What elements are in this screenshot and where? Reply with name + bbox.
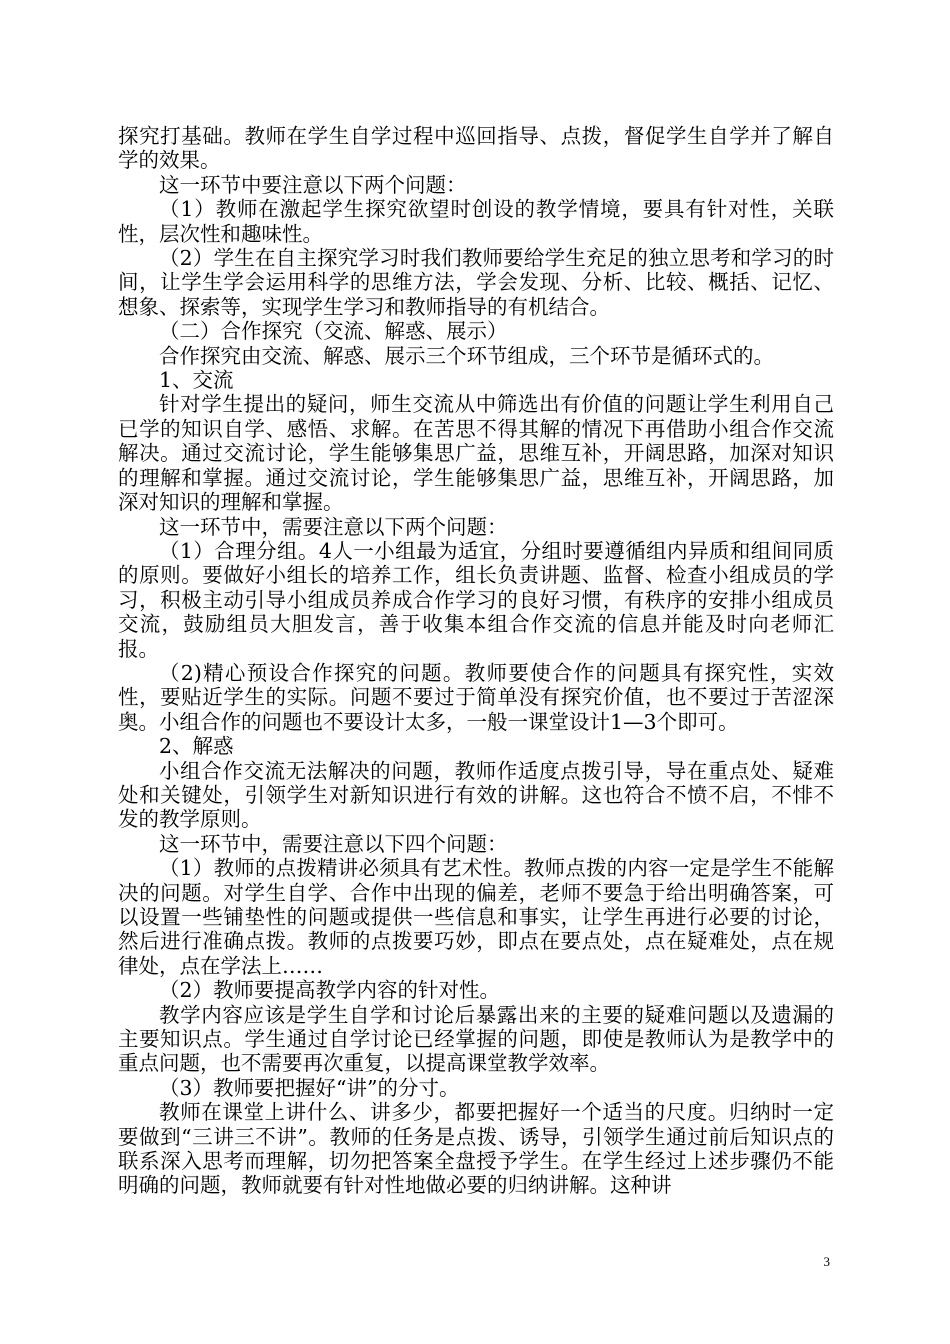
page-number: 3 [823,1254,830,1269]
subheading-exchange: 1、交流 [159,368,234,393]
paragraph-grouping: （1）合理分组。4人一小组最为适宜，分组时要遵循组内异质和组间同质的原则。要做好小组长的培养工作，组长负责讲题、监督、检查小组成员的学习，积极主动引导小组成员养成合作学习的良好习惯，有秩序的安排小组成员交流，鼓励组员大胆发言，善于收集本组合作交流的信息并能及时向老师汇报。 [118,538,834,661]
paragraph-continuation: 探究打基础。教师在学生自学过程中巡回指导、点拨，督促学生自学并了解自学的效果。 [118,124,834,173]
paragraph-point-2: （2）学生在自主探究学习时我们教师要给学生充足的独立思考和学习的时间，让学生学会运用科学的思维方法，学会发现、分析、比较、概括、记忆、想象、探索等，实现学生学习和教师指导的有机结合。 [118,246,834,319]
paragraph-exchange: 针对学生提出的疑问，师生交流从中筛选出有价值的问题让学生利用自己已学的知识自学、感悟、求解。在苦思不得其解的情况下再借助小组合作交流解决。通过交流讨论，学生能够集思广益，思维互补，开阔思路，加深对知识的理解和掌握。通过交流讨论，学生能够集思广益，思维互补，开阔思路，加深对知识的理解和掌握。 [118,392,834,515]
paragraph-exchange-notes: 这一环节中，需要注意以下两个问题： [159,514,508,539]
document-body [118,124,834,1198]
paragraph-guidance-art: （1）教师的点拨精讲必须具有艺术性。教师点拨的内容一定是学生不能解决的问题。对学生自学、合作中出现的偏差，老师不要急于给出明确答案，可以设置一些铺垫性的问题或提供一些信息和事实，让学生再进行必要的讨论，然后进行准确点拨。教师的点拨要巧妙，即点在要点处，点在疑难处，点在规律处，点在学法上…… [118,856,834,978]
paragraph-targeting: （2）教师要提高教学内容的针对性。 [159,978,501,1003]
paragraph-lecture-measure: （3）教师要把握好“讲”的分寸。 [159,1075,460,1100]
section-heading-cooperative: （二）合作探究（交流、解惑、展示） [159,319,508,344]
subheading-resolve: 2、解惑 [159,734,234,759]
paragraph-preset-questions: （2)精心预设合作探究的问题。教师要使合作的问题具有探究性，实效性，要贴近学生的实际。问题不要过于简单没有探究价值，也不要过于苦涩深奥。小组合作的问题也不要设计太多，一般一课堂设计1—3个即可。 [118,660,834,734]
paragraph-point-1: （1）教师在激起学生探究欲望时创设的教学情境，要具有针对性，关联性，层次性和趣味性。 [118,197,834,246]
paragraph-lecture-detail: 教师在课堂上讲什么、讲多少，都要把握好一个适当的尺度。归纳时一定要做到“三讲三不讲”。教师的任务是点拨、诱导，引领学生通过前后知识点的联系深入思考而理解，切勿把答案全盘授予学生。在学生经过上述步骤仍不能明确的问题，教师就要有针对性地做必要的归纳讲解。这种讲 [118,1100,834,1198]
paragraph-cooperative-intro: 合作探究由交流、解惑、展示三个环节组成，三个环节是循环式的。 [159,343,774,368]
paragraph-resolve-notes: 这一环节中，需要注意以下四个问题： [159,831,508,856]
paragraph-teaching-content: 教学内容应该是学生自学和讨论后暴露出来的主要的疑难问题以及遗漏的主要知识点。学生通过自学讨论已经掌握的问题，即使是教师认为是教学中的重点问题，也不需要再次重复，以提高课堂教学效率。 [118,1002,834,1076]
paragraph-note-intro: 这一环节中要注意以下两个问题： [159,172,467,197]
paragraph-resolve: 小组合作交流无法解决的问题，教师作适度点拨引导，导在重点处、疑难处和关键处，引领学生对新知识进行有效的讲解。这也符合不愤不启，不悱不发的教学原则。 [118,758,834,832]
